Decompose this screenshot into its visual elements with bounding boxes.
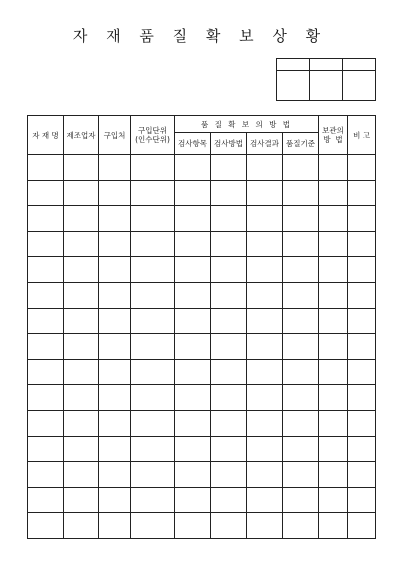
cell-storage-method[interactable]: [319, 487, 348, 513]
cell-purchase-place[interactable]: [99, 462, 131, 488]
header-quality-method-group: 품 질 확 보 의 방 법: [175, 116, 319, 133]
table-row: [28, 231, 376, 257]
cell-quality-standard[interactable]: [283, 231, 319, 257]
cell-purchase-place[interactable]: [99, 436, 131, 462]
cell-manufacturer[interactable]: [64, 282, 99, 308]
cell-inspection-result[interactable]: [247, 385, 283, 411]
cell-purchase-place[interactable]: [99, 359, 131, 385]
table-row: [28, 334, 376, 360]
table-row: [28, 257, 376, 283]
cell-quality-standard[interactable]: [283, 487, 319, 513]
cell-inspection-method[interactable]: [211, 436, 247, 462]
cell-manufacturer[interactable]: [64, 462, 99, 488]
header-purchase-place: 구입처: [99, 116, 131, 155]
cell-quality-standard[interactable]: [283, 436, 319, 462]
cell-inspection-result[interactable]: [247, 155, 283, 181]
cell-remarks[interactable]: [348, 231, 376, 257]
header-inspection-item: 검사항목: [175, 133, 211, 155]
cell-quality-standard[interactable]: [283, 462, 319, 488]
cell-remarks[interactable]: [348, 410, 376, 436]
cell-inspection-item[interactable]: [175, 206, 211, 232]
cell-inspection-result[interactable]: [247, 334, 283, 360]
cell-purchase-place[interactable]: [99, 385, 131, 411]
cell-quality-standard[interactable]: [283, 180, 319, 206]
cell-manufacturer[interactable]: [64, 334, 99, 360]
cell-manufacturer[interactable]: [64, 410, 99, 436]
cell-storage-method[interactable]: [319, 206, 348, 232]
cell-purchase-unit[interactable]: [131, 385, 175, 411]
material-quality-table: [27, 115, 376, 539]
cell-purchase-unit[interactable]: [131, 513, 175, 539]
cell-purchase-unit[interactable]: [131, 462, 175, 488]
cell-inspection-method[interactable]: [211, 385, 247, 411]
cell-purchase-unit[interactable]: [131, 206, 175, 232]
header-quality-standard: 품질기준: [283, 133, 319, 155]
cell-purchase-place[interactable]: [99, 513, 131, 539]
cell-remarks[interactable]: [348, 513, 376, 539]
cell-quality-standard[interactable]: [283, 308, 319, 334]
cell-manufacturer[interactable]: [64, 155, 99, 181]
cell-purchase-place[interactable]: [99, 487, 131, 513]
cell-quality-standard[interactable]: [283, 359, 319, 385]
cell-inspection-result[interactable]: [247, 487, 283, 513]
cell-manufacturer[interactable]: [64, 436, 99, 462]
table-row: [28, 206, 376, 232]
cell-storage-method[interactable]: [319, 155, 348, 181]
cell-inspection-method[interactable]: [211, 462, 247, 488]
cell-remarks[interactable]: [348, 334, 376, 360]
cell-inspection-result[interactable]: [247, 180, 283, 206]
cell-remarks[interactable]: [348, 308, 376, 334]
cell-inspection-item[interactable]: [175, 231, 211, 257]
cell-purchase-unit[interactable]: [131, 436, 175, 462]
cell-inspection-item[interactable]: [175, 257, 211, 283]
cell-inspection-item[interactable]: [175, 359, 211, 385]
cell-purchase-place[interactable]: [99, 206, 131, 232]
cell-material-name[interactable]: [28, 385, 64, 411]
header-inspection-method: 검사방법: [211, 133, 247, 155]
cell-manufacturer[interactable]: [64, 231, 99, 257]
cell-inspection-method[interactable]: [211, 410, 247, 436]
cell-inspection-item[interactable]: [175, 282, 211, 308]
cell-storage-method[interactable]: [319, 334, 348, 360]
header-storage-method: [319, 116, 348, 155]
cell-inspection-method[interactable]: [211, 155, 247, 181]
cell-inspection-result[interactable]: [247, 410, 283, 436]
cell-manufacturer[interactable]: [64, 308, 99, 334]
cell-storage-method[interactable]: [319, 359, 348, 385]
cell-inspection-method[interactable]: [211, 231, 247, 257]
cell-storage-method[interactable]: [319, 513, 348, 539]
cell-remarks[interactable]: [348, 257, 376, 283]
table-row: [28, 436, 376, 462]
cell-inspection-item[interactable]: [175, 308, 211, 334]
cell-inspection-method[interactable]: [211, 180, 247, 206]
cell-remarks[interactable]: [348, 282, 376, 308]
cell-inspection-item[interactable]: [175, 513, 211, 539]
cell-purchase-place[interactable]: [99, 155, 131, 181]
header-storage-method-line2: 방 법: [323, 135, 343, 144]
cell-storage-method[interactable]: [319, 436, 348, 462]
approval-sign-cell[interactable]: [343, 71, 376, 101]
cell-quality-standard[interactable]: [283, 155, 319, 181]
approval-header-cell: [310, 59, 343, 71]
cell-storage-method[interactable]: [319, 462, 348, 488]
cell-inspection-method[interactable]: [211, 282, 247, 308]
cell-manufacturer[interactable]: [64, 257, 99, 283]
table-row: [28, 410, 376, 436]
cell-quality-standard[interactable]: [283, 410, 319, 436]
cell-material-name[interactable]: [28, 334, 64, 360]
cell-material-name[interactable]: [28, 462, 64, 488]
cell-remarks[interactable]: [348, 487, 376, 513]
cell-inspection-method[interactable]: [211, 257, 247, 283]
header-inspection-result: 검사결과: [247, 133, 283, 155]
table-row: [28, 308, 376, 334]
cell-purchase-unit[interactable]: [131, 410, 175, 436]
cell-remarks[interactable]: [348, 206, 376, 232]
cell-inspection-result[interactable]: [247, 231, 283, 257]
cell-inspection-item[interactable]: [175, 487, 211, 513]
cell-material-name[interactable]: [28, 513, 64, 539]
cell-purchase-place[interactable]: [99, 410, 131, 436]
cell-inspection-method[interactable]: [211, 513, 247, 539]
cell-manufacturer[interactable]: [64, 385, 99, 411]
cell-inspection-result[interactable]: [247, 462, 283, 488]
cell-inspection-method[interactable]: [211, 359, 247, 385]
document-title: 자 재 품 질 확 보 상 황: [72, 27, 328, 45]
approval-header-cell: [277, 59, 310, 71]
cell-remarks[interactable]: [348, 436, 376, 462]
header-remarks: 비 고: [348, 116, 376, 155]
cell-storage-method[interactable]: [319, 385, 348, 411]
approval-header-cell: [343, 59, 376, 71]
cell-material-name[interactable]: [28, 206, 64, 232]
cell-material-name[interactable]: [28, 282, 64, 308]
cell-purchase-unit[interactable]: [131, 282, 175, 308]
cell-inspection-result[interactable]: [247, 257, 283, 283]
cell-material-name[interactable]: [28, 436, 64, 462]
cell-inspection-method[interactable]: [211, 206, 247, 232]
cell-quality-standard[interactable]: [283, 334, 319, 360]
cell-inspection-item[interactable]: [175, 385, 211, 411]
cell-purchase-unit[interactable]: [131, 155, 175, 181]
cell-purchase-unit[interactable]: [131, 308, 175, 334]
cell-purchase-unit[interactable]: [131, 487, 175, 513]
cell-purchase-place[interactable]: [99, 308, 131, 334]
header-purchase-unit: [131, 116, 175, 155]
cell-purchase-place[interactable]: [99, 334, 131, 360]
cell-purchase-place[interactable]: [99, 257, 131, 283]
cell-purchase-unit[interactable]: [131, 180, 175, 206]
cell-material-name[interactable]: [28, 180, 64, 206]
cell-inspection-item[interactable]: [175, 410, 211, 436]
header-manufacturer: 제조업자: [64, 116, 99, 155]
cell-inspection-method[interactable]: [211, 308, 247, 334]
cell-inspection-result[interactable]: [247, 513, 283, 539]
cell-purchase-unit[interactable]: [131, 231, 175, 257]
cell-storage-method[interactable]: [319, 231, 348, 257]
cell-purchase-place[interactable]: [99, 180, 131, 206]
header-purchase-unit-line2: (인수단위): [135, 135, 170, 144]
cell-manufacturer[interactable]: [64, 180, 99, 206]
header-material-name: 자 재 명: [28, 116, 64, 155]
cell-manufacturer[interactable]: [64, 359, 99, 385]
cell-remarks[interactable]: [348, 180, 376, 206]
cell-inspection-item[interactable]: [175, 334, 211, 360]
header-storage-method-line1: 보관의: [322, 126, 344, 135]
cell-quality-standard[interactable]: [283, 385, 319, 411]
cell-material-name[interactable]: [28, 487, 64, 513]
cell-quality-standard[interactable]: [283, 257, 319, 283]
cell-storage-method[interactable]: [319, 308, 348, 334]
approval-sign-cell[interactable]: [277, 71, 310, 101]
cell-inspection-result[interactable]: [247, 308, 283, 334]
cell-material-name[interactable]: [28, 359, 64, 385]
cell-purchase-unit[interactable]: [131, 257, 175, 283]
cell-storage-method[interactable]: [319, 282, 348, 308]
cell-inspection-item[interactable]: [175, 155, 211, 181]
table-row: [28, 462, 376, 488]
cell-material-name[interactable]: [28, 257, 64, 283]
cell-storage-method[interactable]: [319, 257, 348, 283]
table-row: [28, 513, 376, 539]
cell-inspection-item[interactable]: [175, 436, 211, 462]
cell-manufacturer[interactable]: [64, 487, 99, 513]
table-row: [28, 385, 376, 411]
cell-inspection-method[interactable]: [211, 487, 247, 513]
cell-material-name[interactable]: [28, 155, 64, 181]
table-row: [28, 155, 376, 181]
cell-purchase-place[interactable]: [99, 231, 131, 257]
cell-inspection-result[interactable]: [247, 359, 283, 385]
cell-remarks[interactable]: [348, 155, 376, 181]
cell-purchase-place[interactable]: [99, 282, 131, 308]
cell-storage-method[interactable]: [319, 410, 348, 436]
cell-quality-standard[interactable]: [283, 513, 319, 539]
cell-inspection-method[interactable]: [211, 334, 247, 360]
cell-remarks[interactable]: [348, 462, 376, 488]
cell-purchase-unit[interactable]: [131, 359, 175, 385]
table-row: [28, 180, 376, 206]
cell-quality-standard[interactable]: [283, 206, 319, 232]
approval-sign-cell[interactable]: [310, 71, 343, 101]
cell-storage-method[interactable]: [319, 180, 348, 206]
table-row: [28, 487, 376, 513]
table-row: [28, 359, 376, 385]
cell-material-name[interactable]: [28, 231, 64, 257]
cell-manufacturer[interactable]: [64, 206, 99, 232]
cell-inspection-result[interactable]: [247, 282, 283, 308]
cell-material-name[interactable]: [28, 410, 64, 436]
cell-purchase-unit[interactable]: [131, 334, 175, 360]
cell-material-name[interactable]: [28, 308, 64, 334]
cell-inspection-item[interactable]: [175, 180, 211, 206]
cell-remarks[interactable]: [348, 385, 376, 411]
header-purchase-unit-line1: 구입단위: [138, 126, 167, 135]
cell-inspection-result[interactable]: [247, 206, 283, 232]
cell-inspection-result[interactable]: [247, 436, 283, 462]
approval-box: [276, 58, 376, 101]
cell-remarks[interactable]: [348, 359, 376, 385]
table-row: [28, 282, 376, 308]
cell-manufacturer[interactable]: [64, 513, 99, 539]
table-body: [28, 155, 376, 539]
cell-quality-standard[interactable]: [283, 282, 319, 308]
cell-inspection-item[interactable]: [175, 462, 211, 488]
